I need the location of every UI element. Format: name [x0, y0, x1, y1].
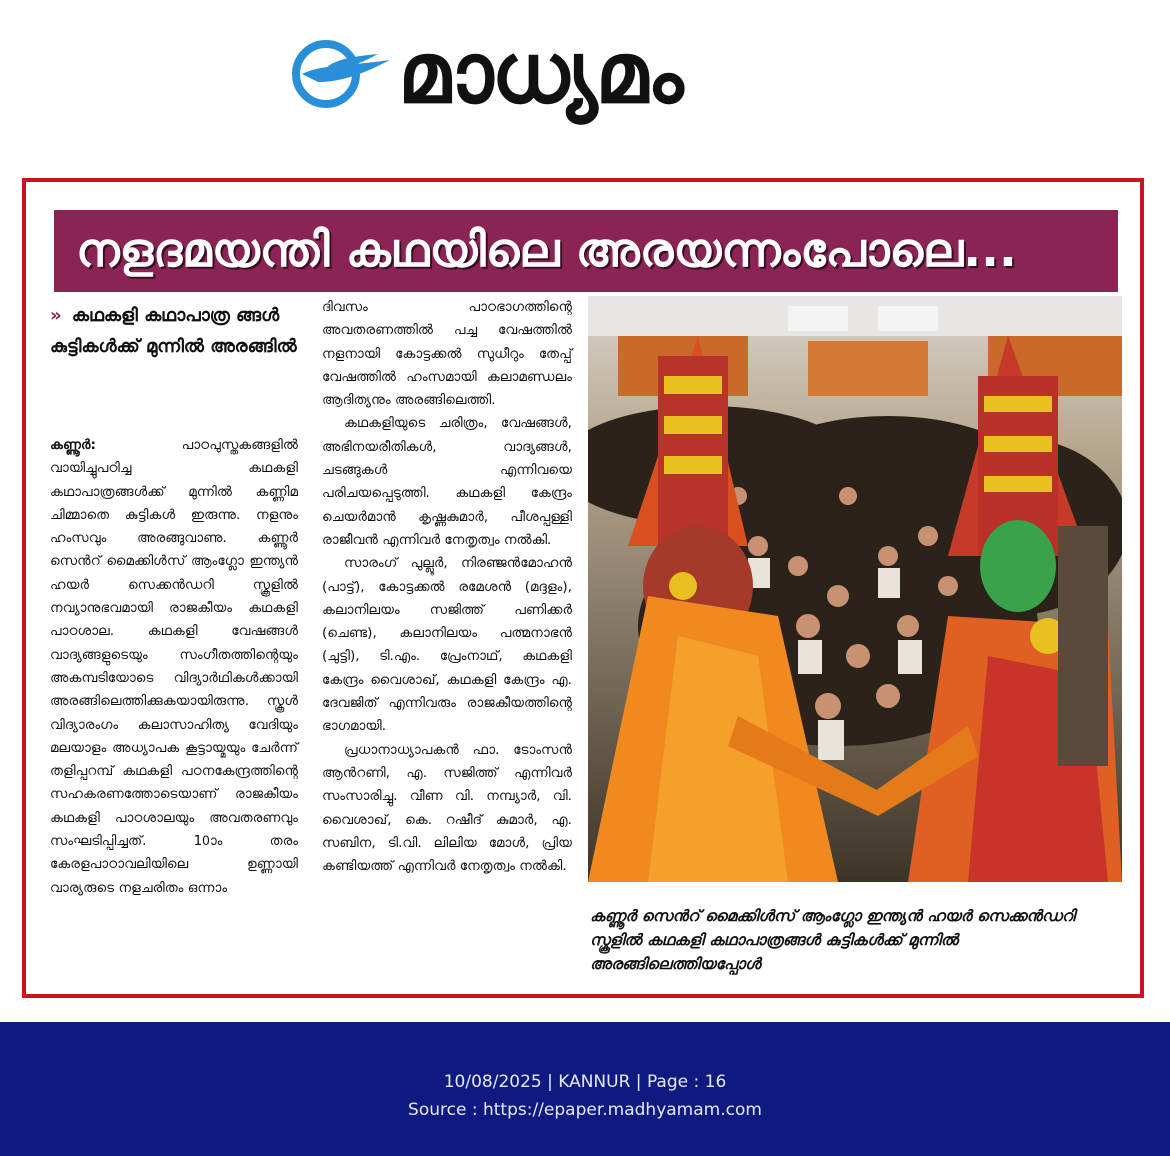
- column-2-paragraph: ദിവസം പാഠഭാഗത്തിന്റെ അവതരണത്തിൽ പച്ച വേഷത്തിൽ നളനായി കോട്ടക്കൽ സുധീറും തേപ്പ് വേഷത്തിൽ ഹംസമായി കലാമണ്ഡലം ആദിത്യനും അരങ്ങിലെത്തി.: [322, 299, 572, 409]
- article-headline: നളദമയന്തി കഥയിലെ അരയന്നംപോലെ...: [76, 223, 1017, 278]
- article-subhead: [50, 300, 300, 362]
- column-2-paragraph: സാരംഗ് പുല്ലൂർ, നിരഞ്ജൻമോഹൻ (പാട്ട്), കോട്ടക്കൽ രമേശൻ (മദ്ദളം), കലാനിലയം സജിത്ത് പണിക്കർ (ചെണ്ട), കലാനിലയം പത്മനാഭൻ (ചുട്ടി), ടി.എം. പ്രേംനാഥ്, കഥകളി കേന്ദ്രം വൈശാഖ്, കഥകളി കേന്ദ്രം എ. ദേവജിത് എന്നിവരും രാജകീയത്തിന്റെ ഭാഗമായി.: [322, 555, 572, 735]
- column-2-paragraph: കഥകളിയുടെ ചരിത്രം, വേഷങ്ങൾ, അഭിനയരീതികൾ, വാദ്യങ്ങൾ, ചടങ്ങുകൾ എന്നിവയെ പരിചയപ്പെടുത്തി. കഥകളി കേന്ദ്രം ചെയർമാൻ കൃഷ്ണകുമാർ, പീശപ്പള്ളി രാജീവൻ എന്നിവർ നേതൃത്വം നൽകി.: [322, 415, 572, 548]
- photo-caption: കണ്ണൂർ സെൻറ് മൈക്കിൾസ് ആംഗ്ലോ ഇന്ത്യൻ ഹയർ സെക്കൻഡറി സ്കൂളിൽ കഥകളി കഥാപാത്രങ്ങൾ കുട്ടികൾക്ക് മുന്നിൽ അരങ്ങിലെത്തിയപ്പോൾ: [590, 907, 1075, 973]
- footer-source-link[interactable]: Source : https://epaper.madhyamam.com: [408, 1100, 762, 1120]
- dateline: കണ്ണൂർ:: [50, 437, 96, 453]
- masthead-title: മാധ്യമം: [398, 24, 682, 122]
- article-clipping: [22, 178, 1144, 998]
- article-column-1: [50, 434, 298, 900]
- column-1-text: പാഠപുസ്തകങ്ങളിൽ വായിച്ചുപഠിച്ച കഥകളി കഥാപാത്രങ്ങൾക്ക് മുന്നിൽ കണ്ണിമ ചിമ്മാതെ കുട്ടികൾ ഇരുന്നു. നളനും ഹംസവും അരങ്ങുവാണു. കണ്ണൂർ സെൻറ് മൈക്കിൾസ് ആംഗ്ലോ ഇന്ത്യൻ ഹയർ സെക്കൻഡറി സ്കൂളിൽ നവ്യാനുഭവമായി രാജകീയം കഥകളി പാഠശാല. കഥകളി വേഷങ്ങൾ വാദ്യങ്ങളുടെയും സംഗീതത്തിന്റെയും അകമ്പടിയോടെ വിദ്യാർഥികൾക്കായി അരങ്ങിലെത്തിക്കുകയായിരുന്നു. സ്കൂൾ വിദ്യാരംഗം കലാസാഹിത്യ വേദിയും മലയാളം അധ്യാപക കൂട്ടായ്മയും ചേർന്ന് തളിപ്പറമ്പ് കഥകളി പഠനകേന്ദ്രത്തിന്റെ സഹകരണത്തോടെയാണ് രാജകീയം കഥകളി പാഠശാലയും അവതരണവും സംഘടിപ്പിച്ചത്. 10ാം തരം കേരളപാഠാവലിയിലെ ഉണ്ണായി വാര്യരുടെ നളചരിതം ഒന്നാം: [50, 437, 298, 896]
- headline-band: [54, 210, 1118, 292]
- footer-band: [0, 1022, 1170, 1156]
- column-1-paragraph: [50, 434, 298, 900]
- column-2-paragraph: പ്രധാനാധ്യാപകൻ ഫാ. ടോംസൻ ആൻറണി, എ. സജിത്ത് എന്നിവർ സംസാരിച്ചു. വീണ വി. നമ്പ്യാർ, വി. വൈശാഖ്, കെ. റഷീദ് കുമാർ, എ. സബിന, ടി.വി. ലിലിയ മോൾ, പ്രിയ കണ്ടിയത്ത് എന്നിവർ നേതൃത്വം നൽകി.: [322, 741, 572, 875]
- subhead-text: കഥകളി കഥാപാത്ര ങ്ങൾ കുട്ടികൾക്ക് മുന്നിൽ അരങ്ങിൽ: [50, 305, 297, 357]
- footer-date-edition-page: 10/08/2025 | KANNUR | Page : 16: [443, 1072, 727, 1092]
- photo-illustration: [588, 296, 1122, 882]
- masthead: [0, 0, 1170, 170]
- article-column-2: [322, 296, 572, 878]
- chevron-right-icon: »: [50, 305, 62, 326]
- kathakali-photo: [588, 296, 1122, 882]
- bird-logo-icon: [288, 36, 392, 112]
